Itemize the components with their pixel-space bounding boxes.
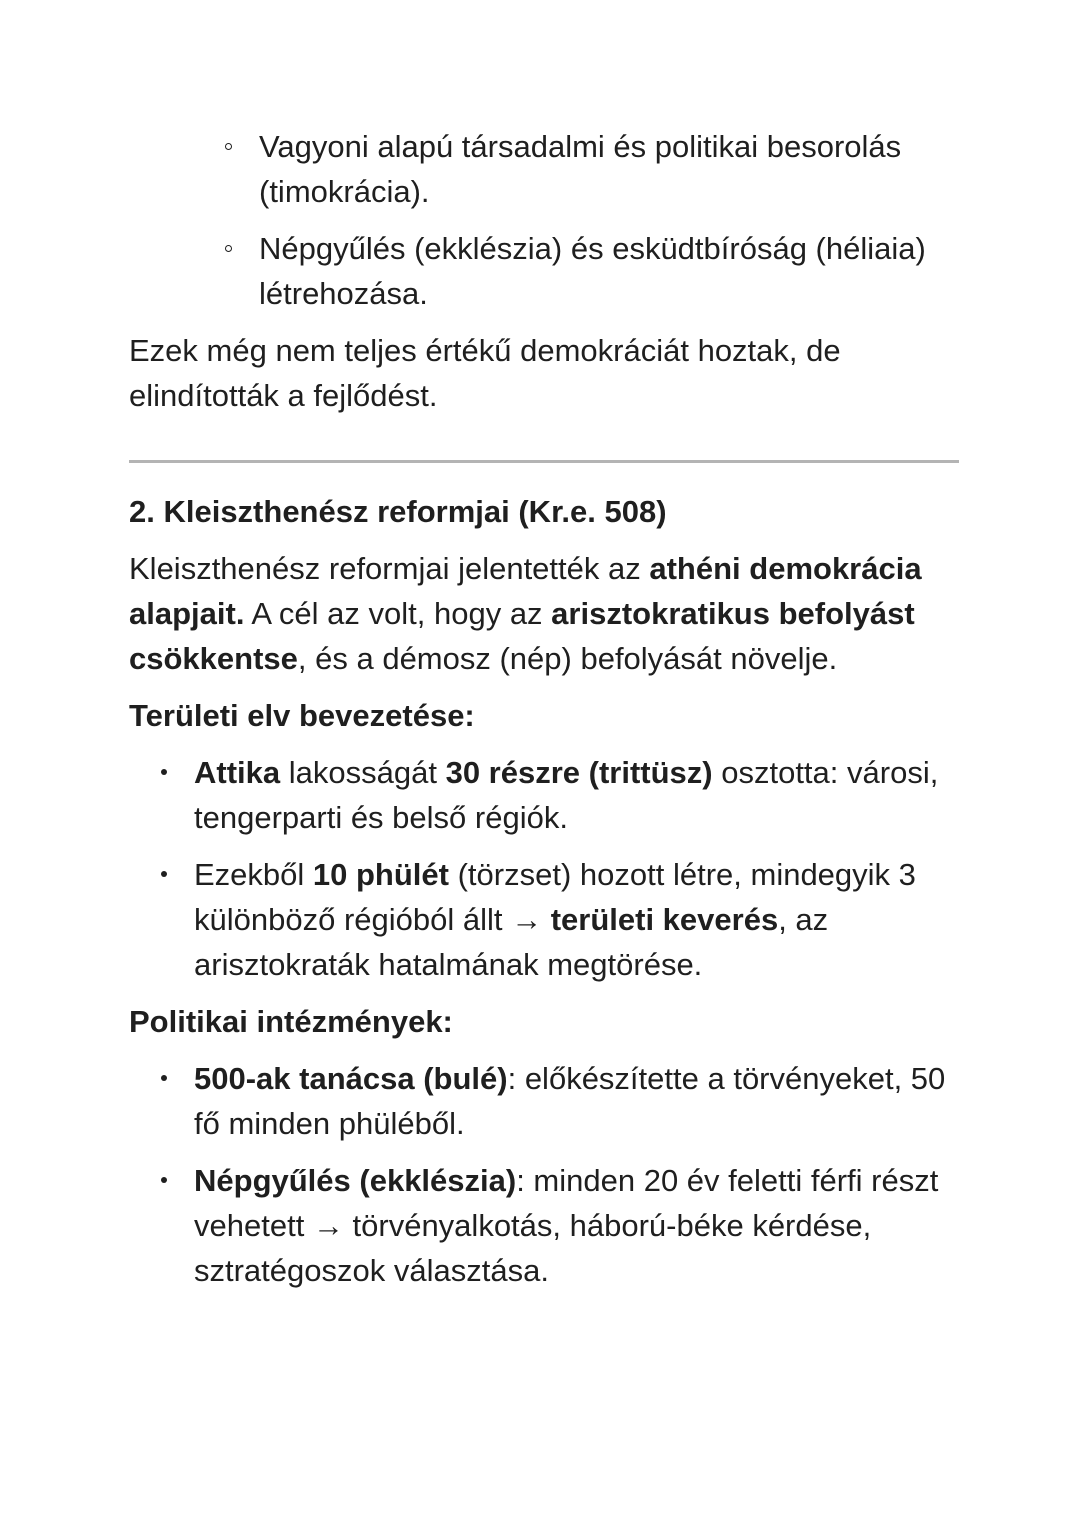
text-run: osztotta: városi, tengerparti és belső régiók. [194, 755, 939, 835]
text-run: (törzset) hozott létre, mindegyik 3 különböző régióból állt → [194, 857, 916, 937]
bold-text-run: Attika [194, 755, 281, 790]
bold-text-run: 10 phülét [312, 857, 449, 892]
text-run: , az arisztokraták hatalmának megtörése. [194, 902, 829, 982]
list-item-text: Népgyűlés (ekklészia) és esküdtbíróság (héliaia) létrehozása. [259, 231, 926, 311]
bold-text-run: 500-ak tanácsa (bulé) [194, 1061, 508, 1096]
political-list [129, 1056, 959, 1293]
list-item-text: Vagyoni alapú társadalmi és politikai besorolás (timokrácia). [259, 129, 902, 209]
text-run: : előkészítette a törvényeket, 50 fő minden phüléből. [194, 1061, 946, 1141]
text-run: Kleiszthenész reformjai jelentették az [129, 551, 650, 586]
list-item [129, 852, 959, 987]
bold-text-run: területi keverés [550, 902, 779, 937]
text-run: Ezekből [194, 857, 313, 892]
bullet-dot-icon [161, 871, 167, 877]
list-item [129, 124, 959, 214]
bullet-dot-icon [161, 1177, 167, 1183]
bold-text-run: athéni demokrácia alapjait. [129, 551, 922, 631]
bold-text-run: 30 részre (trittüsz) [445, 755, 713, 790]
political-heading: Politikai intézmények: [129, 1004, 453, 1039]
horizontal-divider [129, 460, 959, 463]
intro-summary: Ezek még nem teljes értékű demokráciát hoztak, de elindították a fejlődést. [129, 333, 841, 413]
text-run: : minden 20 év feletti férfi részt vehetett → törvényalkotás, háború-béke kérdése, sztratégoszok választása. [194, 1163, 939, 1288]
section-title: 2. Kleiszthenész reformjai (Kr.e. 508) [129, 494, 667, 529]
document-page [129, 124, 959, 1305]
text-run: , és a démosz (nép) befolyását növelje. [297, 641, 838, 676]
list-item [129, 1158, 959, 1293]
hollow-circle-bullet-icon [225, 245, 232, 252]
text-run: lakosságát [280, 755, 446, 790]
bold-text-run: Népgyűlés (ekklészia) [194, 1163, 517, 1198]
section-intro-paragraph [129, 546, 959, 681]
bold-text-run: arisztokratikus befolyást csökkentse [129, 596, 915, 676]
list-item [129, 750, 959, 840]
bullet-dot-icon [161, 1075, 167, 1081]
territorial-heading: Területi elv bevezetése: [129, 698, 475, 733]
hollow-circle-bullet-icon [225, 143, 232, 150]
list-item [129, 226, 959, 316]
territorial-list [129, 750, 959, 987]
text-run: A cél az volt, hogy az [244, 596, 552, 631]
list-item [129, 1056, 959, 1146]
bullet-dot-icon [161, 769, 167, 775]
timokracia-sub-list [129, 124, 959, 316]
